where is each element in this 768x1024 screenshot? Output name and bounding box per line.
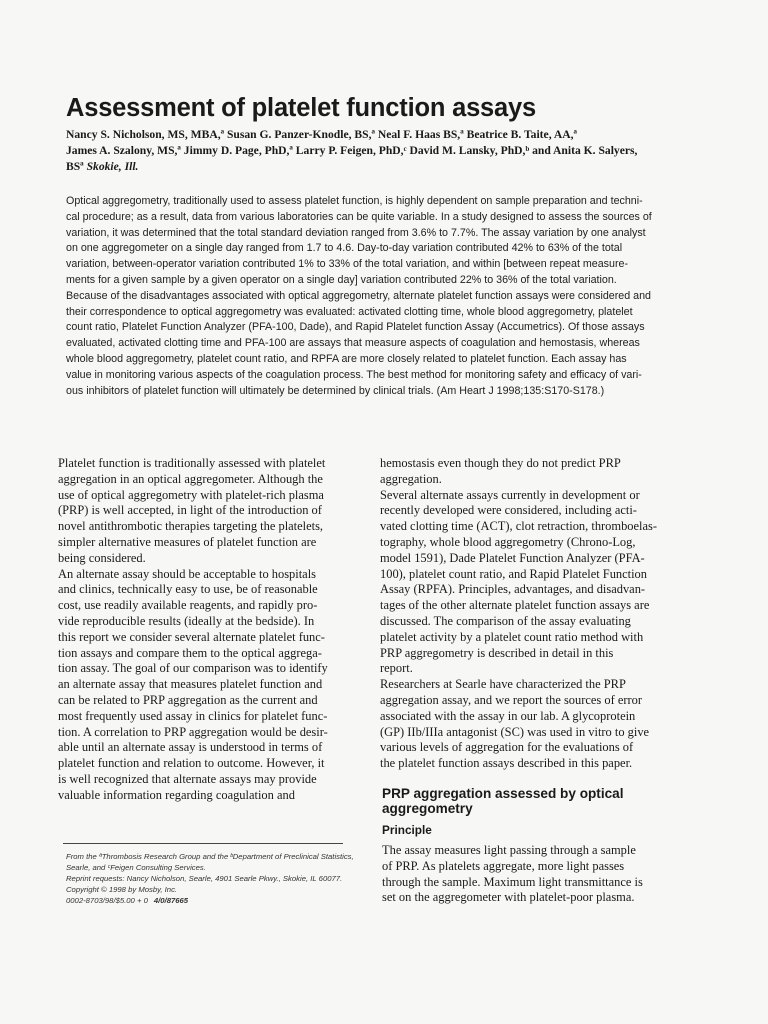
body-text-line: 100), platelet count ratio, and Rapid Platelet Function [380,566,647,581]
body-text-line: PRP aggregometry is described in detail in this [380,645,614,660]
body-text-line: tages of the other alternate platelet function assays are [380,598,650,613]
body-text-line: Several alternate assays currently in development or [380,487,640,502]
body-text-line: aggregation in an optical aggregometer. Although the [58,471,323,486]
body-text-line: most frequently used assay in clinics for platelet func- [58,708,328,723]
body-text-line: platelet function and relation to outcome. However, it [58,756,325,771]
abstract-line: on one aggregometer on a single day ranged from 1.7 to 4.6. Day-to-day variation contributed 42% to 63% of the total [66,242,623,255]
abstract-line: whole blood aggregometry, platelet count ratio, and RPFA are more closely related to platelet function. Each assay has [66,352,627,365]
abstract-line: Optical aggregometry, traditionally used to assess platelet function, is highly dependent on sample preparation and techni- [66,195,643,207]
footnote-issn: 0002-8703/98/$5.00 + 0 [66,896,148,905]
body-text-line: is well recognized that alternate assays may provide [58,771,317,786]
body-text-line: tion assays and compare them to the optical aggrega- [58,645,322,660]
body-text-line: (GP) IIb/IIIa antagonist (SC) was used in vitro to give [380,724,650,739]
body-text-line: An alternate assay should be acceptable to hospitals [58,566,316,581]
footnote-line: Copyright © 1998 by Mosby, Inc. [66,885,178,894]
abstract-line: evaluated, activated clotting time and PFA-100 are assays that measure aspects of coagulation and hemostasis, whereas [66,337,640,350]
body-text-line: various levels of aggregation for the evaluations of [380,740,634,755]
body-column-right [380,456,670,772]
author-line [66,159,706,175]
abstract-line: variation, it was determined that the total standard deviation ranged from 3.6% to 7.7%. The assay variation by one analyst [66,226,646,239]
author-credential: BSª [66,160,84,173]
footnote [66,851,366,906]
body-text-line: of PRP. As platelets aggregate, more light passes [382,858,625,873]
body-text-line: aggregation. [380,471,442,486]
body-text-line: report. [380,661,413,676]
body-text-line: associated with the assay in our lab. A glycoprotein [380,708,636,723]
body-text-line: the platelet function assays described in this paper. [380,756,633,771]
body-text-line: tion. A correlation to PRP aggregation would be desir- [58,724,328,739]
footnote-code: 4/0/87665 [153,896,189,905]
body-text-line: platelet activity by a platelet count ratio method with [380,629,644,644]
body-text-line: being considered. [58,550,146,565]
abstract-line: count ratio, Platelet Function Analyzer (PFA-100, Dade), and Rapid Platelet function Assay (Accumetrics). Of those assays [66,321,645,334]
body-text-line: Assay (RPFA). Principles, advantages, and disadvan- [380,582,646,597]
body-text-line: vide reproducible results (ideally at the bedside). In [58,613,315,628]
body-text-line: The assay measures light passing through a sample [382,843,636,857]
body-text-line: able until an alternate assay is understood in terms of [58,740,323,755]
footnote-line [66,895,366,906]
body-text-line: novel antithrombotic therapies targeting the platelets, [58,519,324,534]
section-heading-line: PRP aggregation assessed by optical [382,786,624,801]
body-text-line: recently developed were considered, including acti- [380,503,637,518]
body-column-left [58,456,348,804]
section-heading [382,786,702,816]
body-text-line: tography, whole blood aggregometry (Chrono-Log, [380,534,636,549]
body-text-line: hemostasis even though they do not predict PRP [380,456,621,470]
body-text-line: and clinics, technically easy to use, be of reasonable [58,582,318,597]
abstract-line: ous inhibitors of platelet function will ultimately be determined by clinical trials. (Am Heart J 1998;135:S170-S178.) [66,384,605,397]
article-title: Assessment of platelet function assays [66,94,536,122]
footnote-divider [63,843,343,844]
abstract-line: their correspondence to optical aggregometry was evaluated: activated clotting time, whole blood aggregometry, platelet [66,305,633,318]
principle-paragraph [382,843,672,906]
author-list [66,127,706,175]
body-text-line: Researchers at Searle have characterized the PRP [380,677,626,692]
body-text-line: tion assay. The goal of our comparison was to identify [58,661,328,676]
author-line: Nancy S. Nicholson, MS, MBA,ª Susan G. Panzer-Knodle, BS,ª Neal F. Haas BS,ª Beatrice B. Taite, AA,ª [66,128,577,141]
abstract-line: cal procedure; as a result, data from various laboratories can be quite variable. In a study designed to assess the sources of [66,210,652,223]
footnote-line: From the ªThrombosis Research Group and the ᵇDepartment of Preclinical Statistics, [66,852,354,861]
body-text-line: simpler alternative measures of platelet function are [58,534,317,549]
author-line: James A. Szalony, MS,ª Jimmy D. Page, PhD,ª Larry P. Feigen, PhD,ᶜ David M. Lansky, PhD,ᵇ and Anita K. Salyers, [66,144,638,157]
subsection-heading: Principle [382,823,432,837]
body-text-line: through the sample. Maximum light transmittance is [382,874,643,889]
abstract-line: ments for a given sample by a given operator on a single day] variation contributed 22% to 36% of the total variation. [66,273,617,286]
body-text-line: (PRP) is well accepted, in light of the introduction of [58,503,322,518]
body-text-line: Platelet function is traditionally assessed with platelet [58,456,326,470]
abstract-line: variation, between-operator variation contributed 1% to 33% of the total variation, and within [between repeat measure- [66,258,629,271]
author-location: Skokie, Ill. [86,160,139,173]
footnote-line: Searle, and ᶜFeigen Consulting Services. [66,863,206,872]
abstract-line: Because of the disadvantages associated with optical aggregometry, alternate platelet function assays were considered and [66,289,651,302]
body-text-line: cost, use readily available reagents, and rapidly pro- [58,598,318,613]
body-text-line: can be related to PRP aggregation as the current and [58,692,318,707]
section-heading-line: aggregometry [382,801,473,816]
body-text-line: use of optical aggregometry with platelet-rich plasma [58,487,324,502]
body-text-line: model 1591), Dade Platelet Function Analyzer (PFA- [380,550,645,565]
body-text-line: discussed. The comparison of the assay evaluating [380,613,631,628]
abstract [66,194,706,399]
body-text-line: an alternate assay that measures platelet function and [58,677,323,692]
abstract-line: value in monitoring various aspects of the coagulation process. The best method for monitoring safety and efficacy of vari- [66,368,642,381]
footnote-line: Reprint requests: Nancy Nicholson, Searle, 4901 Searle Pkwy., Skokie, IL 60077. [66,874,343,883]
body-text-line: vated clotting time (ACT), clot retraction, thromboelas- [380,519,657,534]
body-text-line: set on the aggregometer with platelet-poor plasma. [382,890,635,905]
body-text-line: aggregation assay, and we report the sources of error [380,692,643,707]
body-text-line: valuable information regarding coagulation and [58,787,295,802]
body-text-line: this report we consider several alternate platelet func- [58,629,325,644]
